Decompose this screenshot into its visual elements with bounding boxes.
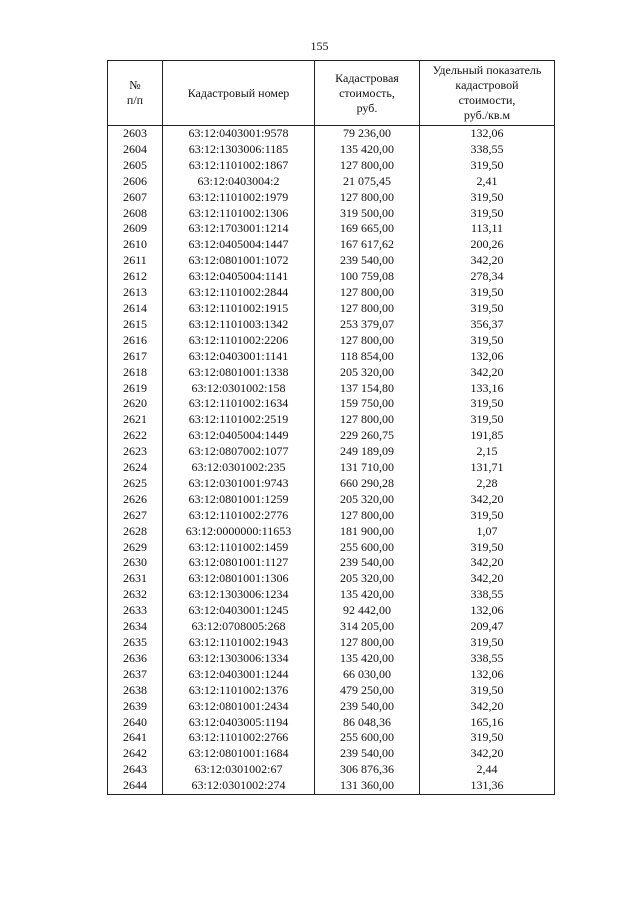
cadastral-number: 63:12:0403001:1245	[163, 603, 315, 619]
table-row	[108, 221, 555, 237]
header-cadastral-number	[163, 61, 315, 126]
cadastral-number: 63:12:1303006:1234	[163, 587, 315, 603]
cadastral-cost: 255 600,00	[315, 730, 420, 746]
cadastral-number: 63:12:1101002:2844	[163, 285, 315, 301]
cadastral-cost: 205 320,00	[315, 365, 420, 381]
header-line: Кадастровый номер	[187, 85, 290, 100]
row-number: 2616	[108, 333, 163, 349]
table-row	[108, 412, 555, 428]
cadastral-number: 63:12:1101003:1342	[163, 317, 315, 333]
header-line: Удельный показатель	[432, 63, 542, 77]
table-row	[108, 253, 555, 269]
table-row	[108, 730, 555, 746]
cadastral-cost: 127 800,00	[315, 301, 420, 317]
cadastral-number: 63:12:0403001:9578	[163, 126, 315, 142]
cadastral-number: 63:12:0807002:1077	[163, 444, 315, 460]
header-line: руб./кв.м	[463, 108, 511, 122]
row-number: 2644	[108, 778, 163, 794]
cadastral-cost: 181 900,00	[315, 524, 420, 540]
row-number: 2627	[108, 508, 163, 524]
table-row	[108, 667, 555, 683]
row-number: 2625	[108, 476, 163, 492]
cadastral-number: 63:12:0301002:67	[163, 762, 315, 778]
row-number: 2621	[108, 412, 163, 428]
header-line: стоимость,	[339, 85, 395, 100]
row-number: 2635	[108, 635, 163, 651]
cadastral-number: 63:12:0801001:1306	[163, 571, 315, 587]
cadastral-cost: 319 500,00	[315, 206, 420, 222]
cadastral-cost: 239 540,00	[315, 253, 420, 269]
specific-indicator: 319,50	[420, 285, 555, 301]
specific-indicator: 165,16	[420, 715, 555, 731]
cadastral-number: 63:12:0801001:2434	[163, 699, 315, 715]
specific-indicator: 338,55	[420, 651, 555, 667]
cadastral-number: 63:12:0301002:235	[163, 460, 315, 476]
specific-indicator: 209,47	[420, 619, 555, 635]
specific-indicator: 132,06	[420, 603, 555, 619]
cadastral-number: 63:12:0000000:11653	[163, 524, 315, 540]
row-number: 2628	[108, 524, 163, 540]
header-line: руб.	[356, 100, 378, 115]
table-row	[108, 158, 555, 174]
table-row	[108, 699, 555, 715]
cadastral-number: 63:12:1101002:1979	[163, 190, 315, 206]
table-row	[108, 635, 555, 651]
specific-indicator: 319,50	[420, 412, 555, 428]
specific-indicator: 319,50	[420, 158, 555, 174]
cadastral-cost: 127 800,00	[315, 158, 420, 174]
row-number: 2633	[108, 603, 163, 619]
cadastral-number: 63:12:0403004:2	[163, 174, 315, 190]
row-number: 2631	[108, 571, 163, 587]
cadastral-cost: 253 379,07	[315, 317, 420, 333]
table-row	[108, 142, 555, 158]
cadastral-cost: 127 800,00	[315, 635, 420, 651]
table-row	[108, 603, 555, 619]
specific-indicator: 319,50	[420, 540, 555, 556]
header-cadastral-cost	[315, 61, 420, 126]
table-row	[108, 715, 555, 731]
row-number: 2608	[108, 206, 163, 222]
row-number: 2637	[108, 667, 163, 683]
cadastral-cost: 127 800,00	[315, 508, 420, 524]
table-row	[108, 428, 555, 444]
specific-indicator: 342,20	[420, 699, 555, 715]
cadastral-cost: 127 800,00	[315, 412, 420, 428]
cadastral-number: 63:12:1101002:1376	[163, 683, 315, 699]
specific-indicator: 200,26	[420, 237, 555, 253]
row-number: 2641	[108, 730, 163, 746]
cadastral-number: 63:12:0801001:1127	[163, 555, 315, 571]
table-header-row	[108, 61, 555, 126]
cadastral-cost: 306 876,36	[315, 762, 420, 778]
header-line: №	[129, 78, 141, 92]
cadastral-number: 63:12:0403001:1244	[163, 667, 315, 683]
row-number: 2643	[108, 762, 163, 778]
cadastral-cost: 239 540,00	[315, 746, 420, 762]
cadastral-number: 63:12:0405004:1449	[163, 428, 315, 444]
header-line: Кадастровая	[335, 70, 399, 85]
table-row	[108, 349, 555, 365]
specific-indicator: 2,44	[420, 762, 555, 778]
specific-indicator: 338,55	[420, 587, 555, 603]
table-row	[108, 492, 555, 508]
cadastral-number: 63:12:0403001:1141	[163, 349, 315, 365]
cadastral-cost: 135 420,00	[315, 587, 420, 603]
specific-indicator: 319,50	[420, 301, 555, 317]
row-number: 2620	[108, 396, 163, 412]
table-row	[108, 333, 555, 349]
table-row	[108, 651, 555, 667]
table-row	[108, 555, 555, 571]
cadastral-cost: 21 075,45	[315, 174, 420, 190]
cadastral-cost: 159 750,00	[315, 396, 420, 412]
row-number: 2634	[108, 619, 163, 635]
specific-indicator: 342,20	[420, 365, 555, 381]
specific-indicator: 113,11	[420, 221, 555, 237]
specific-indicator: 319,50	[420, 333, 555, 349]
row-number: 2642	[108, 746, 163, 762]
cadastral-number: 63:12:1303006:1334	[163, 651, 315, 667]
cadastral-cost: 86 048,36	[315, 715, 420, 731]
table-row	[108, 778, 555, 794]
table-row	[108, 396, 555, 412]
cadastral-number: 63:12:0301002:274	[163, 778, 315, 794]
cadastral-number: 63:12:0801001:1259	[163, 492, 315, 508]
table-row	[108, 317, 555, 333]
header-row-number	[108, 61, 163, 126]
row-number: 2632	[108, 587, 163, 603]
cadastral-cost: 66 030,00	[315, 667, 420, 683]
cadastral-value-table	[107, 60, 555, 795]
cadastral-number: 63:12:1101002:2519	[163, 412, 315, 428]
cadastral-number: 63:12:1101002:1306	[163, 206, 315, 222]
specific-indicator: 342,20	[420, 555, 555, 571]
table-row	[108, 683, 555, 699]
row-number: 2603	[108, 126, 163, 142]
specific-indicator: 2,15	[420, 444, 555, 460]
table-row	[108, 126, 555, 142]
table-row	[108, 460, 555, 476]
specific-indicator: 338,55	[420, 142, 555, 158]
cadastral-cost: 131 710,00	[315, 460, 420, 476]
row-number: 2623	[108, 444, 163, 460]
row-number: 2610	[108, 237, 163, 253]
row-number: 2626	[108, 492, 163, 508]
cadastral-cost: 167 617,62	[315, 237, 420, 253]
cadastral-number: 63:12:1101002:2776	[163, 508, 315, 524]
cadastral-number: 63:12:1101002:2206	[163, 333, 315, 349]
cadastral-number: 63:12:1703001:1214	[163, 221, 315, 237]
specific-indicator: 1,07	[420, 524, 555, 540]
table-row	[108, 762, 555, 778]
table-row	[108, 174, 555, 190]
specific-indicator: 132,06	[420, 349, 555, 365]
cadastral-cost: 135 420,00	[315, 651, 420, 667]
row-number: 2611	[108, 253, 163, 269]
row-number: 2619	[108, 381, 163, 397]
table-row	[108, 206, 555, 222]
table-row	[108, 285, 555, 301]
row-number: 2604	[108, 142, 163, 158]
table-row	[108, 301, 555, 317]
specific-indicator: 2,28	[420, 476, 555, 492]
cadastral-cost: 660 290,28	[315, 476, 420, 492]
cadastral-number: 63:12:1101002:1915	[163, 301, 315, 317]
specific-indicator: 319,50	[420, 635, 555, 651]
cadastral-number: 63:12:0403005:1194	[163, 715, 315, 731]
cadastral-number: 63:12:1303006:1185	[163, 142, 315, 158]
cadastral-number: 63:12:0801001:1684	[163, 746, 315, 762]
table-row	[108, 190, 555, 206]
row-number: 2630	[108, 555, 163, 571]
table-row	[108, 746, 555, 762]
specific-indicator: 191,85	[420, 428, 555, 444]
cadastral-number: 63:12:0405004:1141	[163, 269, 315, 285]
table-row	[108, 237, 555, 253]
cadastral-number: 63:12:1101002:1867	[163, 158, 315, 174]
row-number: 2624	[108, 460, 163, 476]
cadastral-cost: 479 250,00	[315, 683, 420, 699]
row-number: 2612	[108, 269, 163, 285]
cadastral-cost: 127 800,00	[315, 333, 420, 349]
specific-indicator: 131,36	[420, 778, 555, 794]
row-number: 2640	[108, 715, 163, 731]
cadastral-cost: 169 665,00	[315, 221, 420, 237]
table-row	[108, 540, 555, 556]
cadastral-number: 63:12:1101002:1459	[163, 540, 315, 556]
cadastral-cost: 239 540,00	[315, 555, 420, 571]
specific-indicator: 342,20	[420, 492, 555, 508]
row-number: 2614	[108, 301, 163, 317]
header-line: кадастровой	[455, 78, 519, 92]
cadastral-number: 63:12:1101002:1634	[163, 396, 315, 412]
table-row	[108, 619, 555, 635]
table-row	[108, 476, 555, 492]
cadastral-cost: 205 320,00	[315, 571, 420, 587]
row-number: 2618	[108, 365, 163, 381]
specific-indicator: 319,50	[420, 396, 555, 412]
cadastral-cost: 79 236,00	[315, 126, 420, 142]
cadastral-cost: 255 600,00	[315, 540, 420, 556]
table-row	[108, 381, 555, 397]
cadastral-number: 63:12:0801001:1072	[163, 253, 315, 269]
table-row	[108, 571, 555, 587]
cadastral-cost: 131 360,00	[315, 778, 420, 794]
specific-indicator: 132,06	[420, 667, 555, 683]
cadastral-cost: 118 854,00	[315, 349, 420, 365]
row-number: 2617	[108, 349, 163, 365]
cadastral-cost: 92 442,00	[315, 603, 420, 619]
specific-indicator: 132,06	[420, 126, 555, 142]
row-number: 2638	[108, 683, 163, 699]
specific-indicator: 131,71	[420, 460, 555, 476]
cadastral-cost: 314 205,00	[315, 619, 420, 635]
row-number: 2607	[108, 190, 163, 206]
table-row	[108, 269, 555, 285]
cadastral-number: 63:12:1101002:1943	[163, 635, 315, 651]
table-row	[108, 587, 555, 603]
row-number: 2629	[108, 540, 163, 556]
header-specific-indicator	[420, 61, 555, 126]
row-number: 2609	[108, 221, 163, 237]
header-line: стоимости,	[458, 93, 516, 107]
cadastral-number: 63:12:0301002:158	[163, 381, 315, 397]
row-number: 2605	[108, 158, 163, 174]
table-row	[108, 508, 555, 524]
cadastral-cost: 205 320,00	[315, 492, 420, 508]
cadastral-cost: 249 189,09	[315, 444, 420, 460]
specific-indicator: 356,37	[420, 317, 555, 333]
specific-indicator: 319,50	[420, 730, 555, 746]
cadastral-number: 63:12:1101002:2766	[163, 730, 315, 746]
row-number: 2636	[108, 651, 163, 667]
cadastral-number: 63:12:0801001:1338	[163, 365, 315, 381]
row-number: 2639	[108, 699, 163, 715]
specific-indicator: 133,16	[420, 381, 555, 397]
specific-indicator: 319,50	[420, 190, 555, 206]
cadastral-number: 63:12:0708005:268	[163, 619, 315, 635]
row-number: 2615	[108, 317, 163, 333]
specific-indicator: 342,20	[420, 746, 555, 762]
cadastral-number: 63:12:0405004:1447	[163, 237, 315, 253]
specific-indicator: 278,34	[420, 269, 555, 285]
cadastral-number: 63:12:0301001:9743	[163, 476, 315, 492]
specific-indicator: 342,20	[420, 571, 555, 587]
cadastral-cost: 127 800,00	[315, 190, 420, 206]
specific-indicator: 319,50	[420, 683, 555, 699]
table-row	[108, 444, 555, 460]
table-row	[108, 365, 555, 381]
row-number: 2613	[108, 285, 163, 301]
table-row	[108, 524, 555, 540]
cadastral-cost: 239 540,00	[315, 699, 420, 715]
page-number: 155	[310, 39, 329, 53]
cadastral-cost: 127 800,00	[315, 285, 420, 301]
specific-indicator: 319,50	[420, 508, 555, 524]
header-line: п/п	[126, 93, 144, 107]
table-body	[108, 126, 555, 795]
cadastral-cost: 229 260,75	[315, 428, 420, 444]
specific-indicator: 2,41	[420, 174, 555, 190]
row-number: 2622	[108, 428, 163, 444]
cadastral-cost: 135 420,00	[315, 142, 420, 158]
row-number: 2606	[108, 174, 163, 190]
cadastral-cost: 137 154,80	[315, 381, 420, 397]
cadastral-cost: 100 759,08	[315, 269, 420, 285]
specific-indicator: 342,20	[420, 253, 555, 269]
specific-indicator: 319,50	[420, 206, 555, 222]
